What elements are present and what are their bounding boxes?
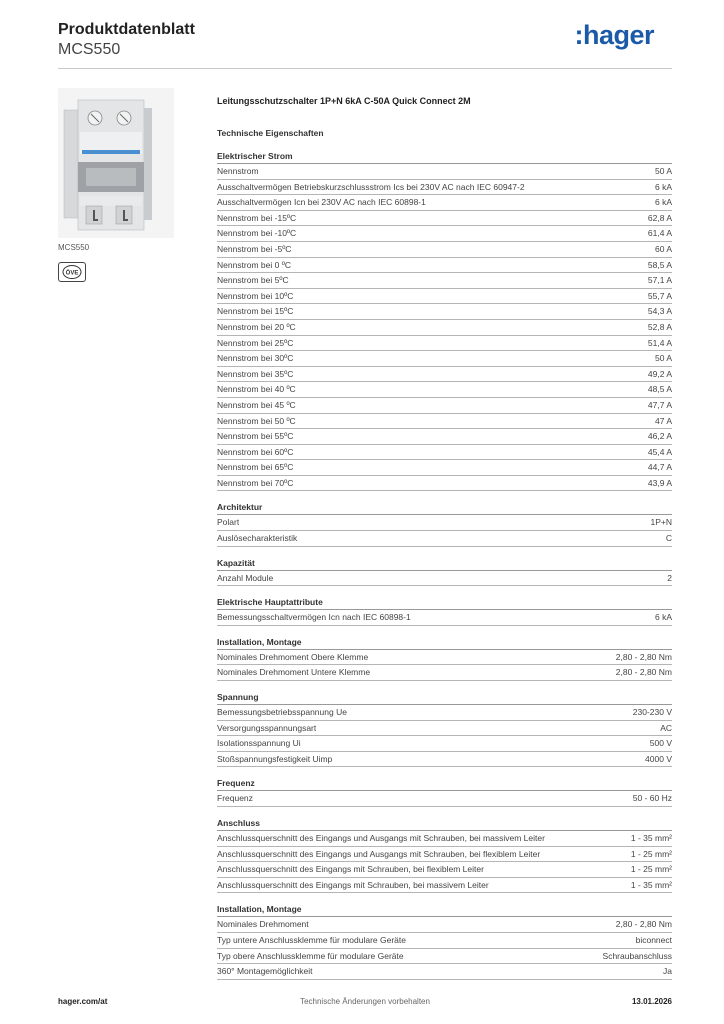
spec-value: 57,1 A	[647, 275, 672, 286]
spec-value: Schraubanschluss	[602, 950, 672, 961]
spec-label: Nennstrom bei 60ºC	[217, 446, 294, 457]
product-image	[58, 88, 174, 238]
spec-label: Anschlussquerschnitt des Eingangs mit Schrauben, bei flexiblem Leiter	[217, 864, 484, 875]
spec-row	[217, 964, 672, 980]
spec-row	[217, 878, 672, 894]
page-header	[58, 20, 672, 68]
spec-label: Bemessungsschaltvermögen Icn nach IEC 60898-1	[217, 612, 411, 623]
certification-mark-icon	[58, 262, 86, 282]
spec-row	[217, 705, 672, 721]
spec-value: 47,7 A	[647, 399, 672, 410]
spec-value: biconnect	[635, 934, 672, 945]
spec-value: 1 - 35 mm²	[630, 833, 672, 843]
spec-row	[217, 320, 672, 336]
spec-label: Typ untere Anschlussklemme für modulare Geräte	[217, 934, 406, 945]
spec-label: Polart	[217, 517, 240, 528]
spec-row	[217, 445, 672, 461]
spec-label: Nennstrom bei 70ºC	[217, 477, 294, 488]
spec-label: Nominales Drehmoment Untere Klemme	[217, 667, 371, 678]
spec-label: Stoßspannungsfestigkeit Uimp	[217, 753, 333, 764]
spec-value: Ja	[663, 966, 672, 977]
spec-value: 47 A	[654, 415, 672, 426]
spec-label: Nennstrom bei 35ºC	[217, 368, 294, 379]
spec-value: 230-230 V	[632, 707, 672, 718]
footer-website-link[interactable]: hager.com/at	[58, 997, 108, 1006]
spec-row	[217, 226, 672, 242]
svg-text:ÖVE: ÖVE	[65, 270, 79, 277]
spec-label: Nominales Drehmoment	[217, 919, 309, 930]
page-footer	[58, 997, 672, 1009]
spec-row	[217, 211, 672, 227]
spec-label: 360° Montagemöglichkeit	[217, 966, 313, 977]
spec-label: Nennstrom	[217, 166, 259, 176]
header-divider	[58, 68, 672, 69]
technical-properties-heading: Technische Eigenschaften	[217, 128, 324, 138]
spec-row	[217, 429, 672, 445]
spec-row	[217, 242, 672, 258]
spec-value: 58,5 A	[647, 259, 672, 270]
spec-label: Nennstrom bei 5ºC	[217, 275, 289, 286]
spec-row	[217, 304, 672, 320]
spec-label: Nennstrom bei -10ºC	[217, 228, 297, 239]
spec-row	[217, 180, 672, 196]
spec-label: Nennstrom bei -5ºC	[217, 243, 292, 254]
spec-row	[217, 831, 672, 847]
spec-label: Nennstrom bei 45 ºC	[217, 399, 296, 410]
ove-seal-icon	[59, 263, 85, 281]
spec-label: Nennstrom bei 25ºC	[217, 337, 294, 348]
spec-label: Nennstrom bei 65ºC	[217, 462, 294, 473]
section-title: Spannung	[217, 691, 672, 705]
spec-row	[217, 949, 672, 965]
spec-value: 6 kA	[654, 197, 672, 208]
spec-value: 44,7 A	[647, 462, 672, 473]
spec-value: 51,4 A	[647, 337, 672, 348]
section-title: Kapazität	[217, 557, 672, 571]
spec-value: 6 kA	[654, 181, 672, 192]
spec-label: Ausschaltvermögen Betriebskurzschlussstrom Ics bei 230V AC nach IEC 60947-2	[217, 181, 525, 192]
spec-row	[217, 164, 672, 180]
spec-label: Versorgungsspannungsart	[217, 722, 317, 733]
spec-label: Bemessungsbetriebsspannung Ue	[217, 707, 347, 718]
spec-value: 54,3 A	[647, 306, 672, 317]
spec-label: Nennstrom bei 15ºC	[217, 306, 294, 317]
spec-row	[217, 610, 672, 626]
section-title: Installation, Montage	[217, 636, 672, 650]
spec-value: 55,7 A	[647, 290, 672, 301]
spec-row	[217, 382, 672, 398]
spec-value: 500 V	[649, 738, 672, 749]
section-title: Installation, Montage	[217, 903, 672, 917]
spec-value: 48,5 A	[647, 384, 672, 395]
section-title: Elektrischer Strom	[217, 150, 672, 164]
spec-row	[217, 460, 672, 476]
spec-value: 49,2 A	[647, 368, 672, 379]
spec-value: 1 - 25 mm²	[630, 848, 672, 859]
spec-value: 2,80 - 2,80 Nm	[615, 919, 672, 930]
spec-row	[217, 336, 672, 352]
footer-disclaimer: Technische Änderungen vorbehalten	[300, 997, 430, 1006]
product-specifications	[217, 96, 672, 980]
spec-row	[217, 917, 672, 933]
spec-row	[217, 258, 672, 274]
spec-label: Nennstrom bei 30ºC	[217, 353, 294, 364]
spec-label: Frequenz	[217, 793, 253, 804]
spec-value: 1 - 25 mm²	[630, 864, 672, 875]
spec-value: 2	[667, 572, 672, 583]
spec-value: 45,4 A	[647, 446, 672, 457]
spec-label: Auslösecharakteristik	[217, 533, 298, 544]
section-title: Elektrische Hauptattribute	[217, 596, 672, 610]
section-title: Architektur	[217, 501, 672, 515]
spec-label: Anzahl Module	[217, 572, 274, 583]
spec-row	[217, 862, 672, 878]
section-title: Anschluss	[217, 817, 672, 831]
spec-sections	[217, 150, 672, 980]
spec-value: 1P+N	[650, 517, 672, 528]
spec-value: 1 - 35 mm²	[630, 879, 672, 890]
spec-row	[217, 476, 672, 492]
spec-row	[217, 791, 672, 807]
spec-label: Nennstrom bei 20 ºC	[217, 321, 296, 332]
spec-value: 6 kA	[654, 612, 672, 623]
footer-date: 13.01.2026	[631, 997, 672, 1006]
spec-label: Nennstrom bei 0 ºC	[217, 259, 291, 270]
spec-value: 50 A	[654, 166, 672, 176]
section-title: Frequenz	[217, 777, 672, 791]
spec-value: C	[665, 533, 672, 544]
spec-value: AC	[660, 722, 672, 733]
page-subtitle: MCS550	[58, 41, 121, 58]
spec-row	[217, 531, 672, 547]
spec-row	[217, 847, 672, 863]
product-image-caption: MCS550	[58, 243, 90, 252]
spec-row	[217, 195, 672, 211]
spec-row	[217, 752, 672, 768]
spec-row	[217, 398, 672, 414]
spec-row	[217, 414, 672, 430]
spec-value: 46,2 A	[647, 431, 672, 442]
spec-value: 4000 V	[645, 753, 672, 764]
spec-value: 2,80 - 2,80 Nm	[615, 651, 672, 662]
spec-value: 61,4 A	[647, 228, 672, 239]
spec-row	[217, 721, 672, 737]
spec-label: Nennstrom bei 50 ºC	[217, 415, 296, 426]
spec-row	[217, 736, 672, 752]
spec-row	[217, 650, 672, 666]
spec-label: Anschlussquerschnitt des Eingangs mit Schrauben, bei massivem Leiter	[217, 879, 489, 890]
spec-label: Nominales Drehmoment Obere Klemme	[217, 651, 369, 662]
spec-label: Typ obere Anschlussklemme für modulare Geräte	[217, 950, 404, 961]
spec-label: Isolationsspannung Ui	[217, 738, 301, 749]
spec-value: 60 A	[654, 243, 672, 254]
spec-row	[217, 515, 672, 531]
spec-label: Anschlussquerschnitt des Eingangs und Ausgangs mit Schrauben, bei flexiblem Leiter	[217, 848, 541, 859]
spec-row	[217, 933, 672, 949]
spec-value: 2,80 - 2,80 Nm	[615, 667, 672, 678]
spec-label: Nennstrom bei 10ºC	[217, 290, 294, 301]
spec-label: Anschlussquerschnitt des Eingangs und Ausgangs mit Schrauben, bei massivem Leiter	[217, 833, 545, 843]
spec-value: 43,9 A	[647, 477, 672, 488]
spec-label: Ausschaltvermögen Icn bei 230V AC nach IEC 60898-1	[217, 197, 426, 208]
product-name: Leitungsschutzschalter 1P+N 6kA C-50A Quick Connect 2M	[217, 96, 471, 106]
spec-label: Nennstrom bei 40 ºC	[217, 384, 296, 395]
spec-value: 50 - 60 Hz	[632, 793, 672, 804]
spec-label: Nennstrom bei 55ºC	[217, 431, 294, 442]
spec-row	[217, 665, 672, 681]
spec-row	[217, 571, 672, 587]
spec-label: Nennstrom bei -15ºC	[217, 212, 297, 223]
page-title: Produktdatenblatt	[58, 21, 195, 38]
spec-value: 52,8 A	[647, 321, 672, 332]
spec-row	[217, 289, 672, 305]
spec-row	[217, 351, 672, 367]
hager-logo: :hager	[574, 20, 654, 50]
spec-value: 62,8 A	[647, 212, 672, 223]
circuit-breaker-icon	[58, 88, 174, 238]
spec-row	[217, 273, 672, 289]
spec-row	[217, 367, 672, 383]
spec-value: 50 A	[654, 353, 672, 364]
